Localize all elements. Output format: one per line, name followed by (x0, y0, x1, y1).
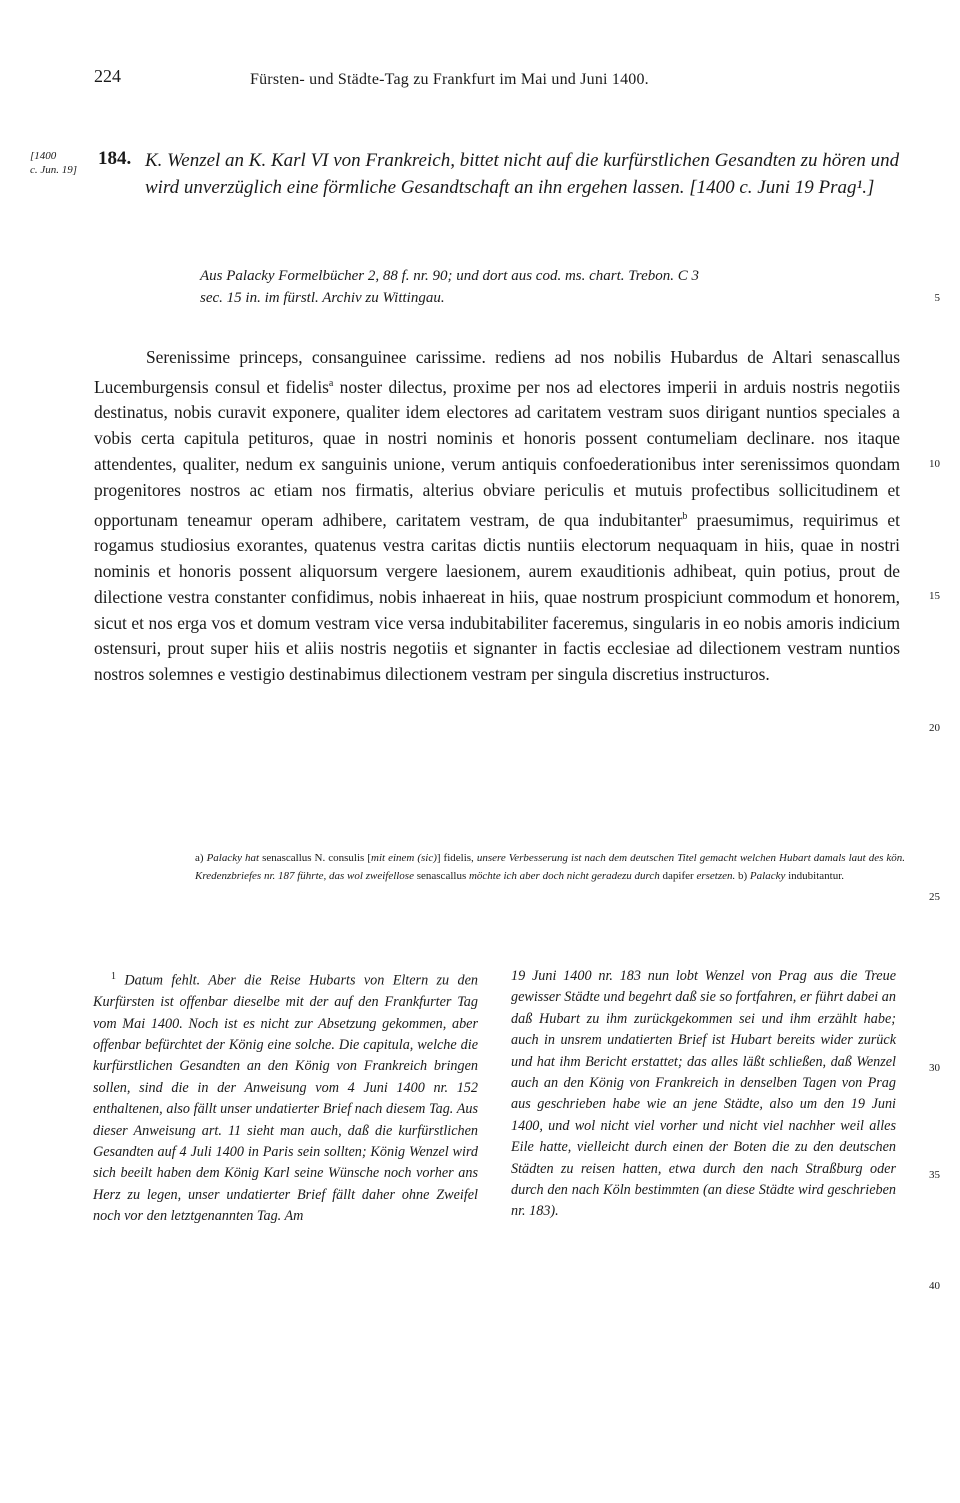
source-line-2: sec. 15 in. im fürstl. Archiv zu Wittingau. (200, 290, 445, 306)
line-number: 5 (934, 292, 940, 304)
critical-apparatus (195, 849, 905, 885)
margin-date (30, 149, 88, 177)
footnote-text-left: Datum fehlt. Aber die Reise Hubarts von Eltern zu den Kurfürsten ist offenbar dieselbe mit der auf den Frankfurter Tag vom Mai 1400. Noch ist es nicht zur Absetzung gekommen, aber offenbar befürchtet der König eine solche. Die capitula, welche die kurfürstlichen Gesandten an den König von Frankreich bringen sollen, sind die in der Anweisung vom 4 Juni 1400 nr. 152 enthaltenen, also fällt unser undatierter Brief nach diesem Tag. Aus dieser Anweisung art. 11 sieht man auch, daß die kurfürstlichen Gesandten auf 4 Juli 1400 in Paris sein sollten; König Wenzel wird sich beeilt haben dem König Karl seine Wünsche noch vorher ans Herz zu legen, unser undatierter Brief fällt daher ohne Zweifel noch vor den letztgenannten Tag. Am (93, 972, 478, 1225)
apparatus-text: unsere Verbesserung ist nach dem deutschen Titel gemacht welchen Hubart damals laut des kön. Kredenzbriefes nr. 187 führte, das wol zweifellose (195, 852, 906, 882)
letter-text (94, 345, 900, 688)
apparatus-text: Palacky hat (206, 852, 260, 864)
line-number: 15 (929, 590, 940, 602)
apparatus-text: ersetzen. (696, 870, 736, 882)
letter-text-part1: Serenissime princeps, consanguinee carissime. rediens ad nos nobilis Hubardus de Altari senascallus Lucemburgensis consul et fidelis (94, 347, 900, 397)
margin-date-line2: c. Jun. 19] (30, 164, 78, 176)
footnote-paragraph (511, 966, 896, 1223)
apparatus-ref-b: b (682, 510, 688, 522)
line-number: 10 (929, 458, 940, 470)
letter-text-part3: praesumimus, requirimus et rogamus studiosius exorantes, quatenus vestra caritas dictis nuntiis electorum nequaquam in hiis, quae in nostri nominis et honoris possent aliquorsum vergere laesionem, aurem exauditionis adhibeat, quin potius, prout de dilectione vestra constanter confidimus, nobis inhaereat in hiis, quae nostrum prospiciunt commodum et honorem, sicut et nos erga vos et domum vestram vice versa indubitabiliter faceremus, singularis in eo nobis amoris indicium ostensuri, prout super hiis et aliis nostris negotiis et signanter in factis ecclesiae ad dilectionem vestram nuntios nostros solemnes e vestigio destinabimus dilectionem vestram per singula discretius instructuros. (94, 509, 900, 685)
apparatus-text: dapifer (659, 870, 697, 882)
footnote-text-right: 19 Juni 1400 nr. 183 nun lobt Wenzel von Prag aus die Treue gewisser Städte und begehrt daß sie so fortfahren, er führt dabei an daß Hubart zu ihm zurückgekommen sei und ihm erzählt habe; auch in unsrem undatierten Brief ist Hubart bereits wider zurück und hat ihm Bericht erstattet; das alles läßt schließen, daß Wenzel auch an den König von Frankreich in denselben Tagen von Prag aus geschrieben habe wie an jene Städte, also um den 19 Juni 1400, und wol nicht viel vorher und nicht viel nachher weil alles Eile hatte, vielleicht durch einen der Boten die zu den deutschen Städten zu reisen hatten, etwa durch den nach Straßburg oder durch den nach Köln bestimmten (an diese Städte wird geschrieben nr. 183). (511, 968, 896, 1220)
line-number: 20 (929, 722, 940, 734)
letter-paragraph (94, 345, 900, 688)
footnote-left-column (93, 966, 478, 1228)
footnote-marker: 1 (111, 971, 116, 982)
apparatus-text: indubitantur. (785, 870, 845, 882)
footnote-right-column (511, 966, 896, 1223)
line-number: 30 (929, 1062, 940, 1074)
apparatus-ref-a: a (328, 377, 334, 389)
apparatus-text: ] fidelis, (436, 852, 477, 864)
apparatus-text: mit einem (sic) (371, 852, 437, 864)
source-line-1: Aus Palacky Formelbücher 2, 88 f. nr. 90; und dort aus cod. ms. chart. Trebon. C 3 (200, 268, 699, 284)
running-head: Fürsten- und Städte-Tag zu Frankfurt im Mai und Juni 1400. (250, 71, 649, 88)
line-number: 35 (929, 1169, 940, 1181)
page-number: 224 (94, 66, 121, 86)
apparatus-text: Palacky (749, 870, 786, 882)
apparatus-text: senascallus N. consulis [ (259, 852, 371, 864)
line-number: 40 (929, 1280, 940, 1292)
document-number: 184. (98, 148, 132, 169)
apparatus-text: möchte ich aber doch nicht geradezu durch (468, 870, 660, 882)
apparatus-note-a-label: a) (195, 852, 207, 864)
apparatus-text: senascallus (413, 870, 469, 882)
footnote-paragraph (93, 966, 478, 1228)
source-note (200, 265, 920, 309)
apparatus-note-b-label: b) (735, 870, 750, 882)
line-number: 25 (929, 891, 940, 903)
document-title: K. Wenzel an K. Karl VI von Frankreich, bittet nicht auf die kurfürstlichen Gesandten zu hören und wird unverzüglich eine förmliche Gesandtschaft an ihn ergehen lassen. [1400 c. Juni 19 Prag¹.] (145, 150, 900, 198)
letter-text-part2: noster dilectus, proxime per nos ad electores imperii in arduis nostris negotiis destinatus, nobis curavit exponere, qualiter idem electores ad caritatem vestram suos dirigant nuntios speciales a vobis certa capitula petituros, quae in nostri nominis et honoris possent contumeliam declinare. nos itaque attendentes, qualiter, nedum ex sanguinis unione, verum antiquis confoederationibus inter serenissimos quondam progenitores nostros ac etiam nos firmatis, alterius obviare periculis et mutuis profectibus sollicitudinem et opportunam teneamur operam adhibere, caritatem vestram, de qua indubitanter (94, 376, 901, 530)
margin-date-line1: [1400 (30, 150, 57, 162)
